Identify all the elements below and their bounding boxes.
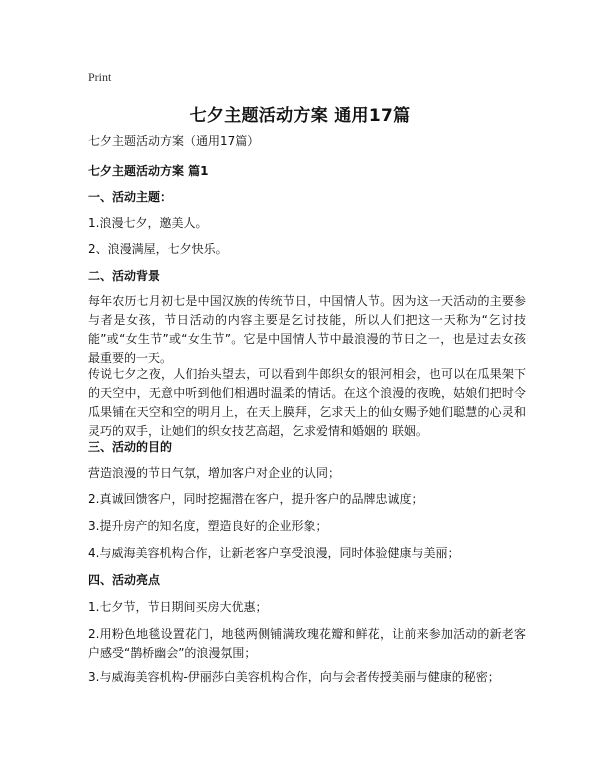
background-paragraph: 传说七夕之夜，人们抬头望去，可以看到牛郎织女的银河相会，也可以在瓜果架下的天空中，无意中听到他们相遇时温柔的情话。在这个浪漫的夜晚，姑娘们把时令瓜果铺在天空和空的明月上，在天上膜拜，乞求天上的仙女赐予她们聪慧的心灵和灵巧的双手，让她们的织女技艺高超，乞求爱情和婚姻的 联姻。 bbox=[88, 367, 526, 438]
heading-background: 二、活动背景 bbox=[88, 269, 161, 283]
purpose-item: 3.提升房产的知名度，塑造良好的企业形象； bbox=[88, 519, 328, 533]
purpose-item: 4.与威海美容机构合作，让新老客户享受浪漫，同时体验健康与美丽； bbox=[88, 546, 460, 560]
section-title: 七夕主题活动方案 篇1 bbox=[88, 164, 209, 178]
document-subtitle: 七夕主题活动方案（通用17篇） bbox=[88, 134, 260, 148]
theme-item: 2、浪漫满屋，七夕快乐。 bbox=[88, 242, 228, 256]
purpose-item: 2.真诚回馈客户，同时挖掘潜在客户，提升客户的品牌忠诚度； bbox=[88, 492, 424, 506]
theme-item: 1.浪漫七夕，邀美人。 bbox=[88, 216, 208, 230]
highlight-item: 1.七夕节，节日期间买房大优惠； bbox=[88, 600, 268, 614]
purpose-item: 营造浪漫的节日气氛，增加客户对企业的认同； bbox=[88, 466, 341, 480]
highlight-item: 2.用粉色地毯设置花门，地毯两侧铺满玫瑰花瓣和鲜花，让前来参加活动的新老客户感受“鹊桥幽会”的浪漫氛围； bbox=[88, 627, 526, 660]
document-title: 七夕主题活动方案 通用17篇 bbox=[189, 106, 411, 126]
background-paragraph: 每年农历七月初七是中国汉族的传统节日，中国情人节。因为这一天活动的主要参与者是女孩，节日活动的内容主要是乞讨技能，所以人们把这一天称为“乞讨技能”或“女生节”或“女生节”。它是中国情人节中最浪漫的节日之一，也是过去女孩最重要的一天。 bbox=[88, 294, 526, 365]
heading-highlights: 四、活动亮点 bbox=[88, 573, 161, 587]
highlight-item: 3.与威海美容机构-伊丽莎白美容机构合作，向与会者传授美丽与健康的秘密； bbox=[88, 670, 500, 684]
print-label[interactable]: Print bbox=[88, 70, 112, 84]
heading-theme: 一、活动主题： bbox=[88, 190, 173, 204]
heading-purpose: 三、活动的目的 bbox=[88, 440, 173, 454]
